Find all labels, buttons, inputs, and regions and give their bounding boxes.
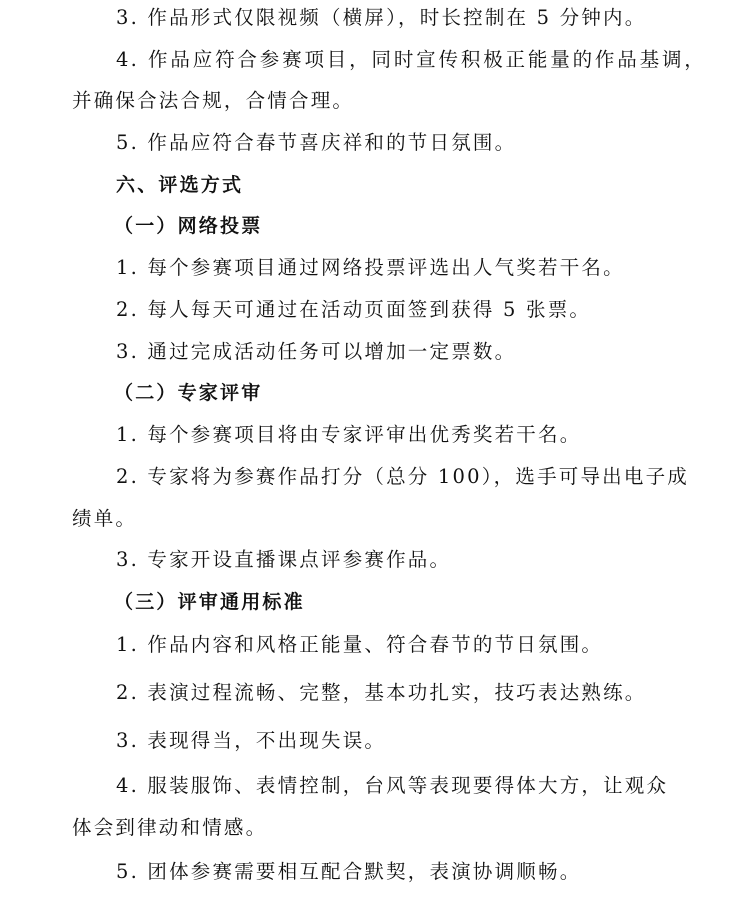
- rule-item-4-text: 4. 作品应符合参赛项目，同时宣传积极正能量的作品基调，: [116, 48, 706, 71]
- expert-item-2-line-2: 绩单。: [72, 507, 138, 530]
- section-heading: 六、评选方式: [116, 174, 244, 196]
- expert-item-2-text: 2. 专家将为参赛作品打分（总分 100），选手可导出电子成: [116, 465, 689, 488]
- rule-item-5: 5. 作品应符合春节喜庆祥和的节日氛围。: [116, 131, 517, 154]
- criteria-item-4-line-1: [116, 773, 669, 799]
- subsection-heading-online-vote: （一）网络投票: [114, 215, 263, 237]
- subsection-heading-expert-review: （二）专家评审: [114, 382, 263, 404]
- criteria-item-4-line-2: 体会到律动和情感。: [72, 816, 268, 839]
- criteria-item-5: 5. 团体参赛需要相互配合默契，表演协调顺畅。: [116, 860, 582, 883]
- expert-item-1: 1. 每个参赛项目将由专家评审出优秀奖若干名。: [116, 423, 582, 446]
- rule-item-3: 3. 作品形式仅限视频（横屏），时长控制在 5 分钟内。: [116, 6, 647, 29]
- vote-item-1: 1. 每个参赛项目通过网络投票评选出人气奖若干名。: [116, 256, 625, 279]
- expert-item-3: 3. 专家开设直播课点评参赛作品。: [116, 548, 452, 571]
- criteria-item-2: 2. 表演过程流畅、完整，基本功扎实，技巧表达熟练。: [116, 681, 647, 704]
- expert-item-2-line-1: [116, 464, 689, 490]
- vote-item-3: 3. 通过完成活动任务可以增加一定票数。: [116, 340, 517, 363]
- rule-item-4-line-2: 并确保合法合规，合情合理。: [72, 89, 355, 112]
- criteria-item-4-text: 4. 服装服饰、表情控制，台风等表现要得体大方，让观众: [116, 774, 669, 797]
- subsection-heading-criteria: （三）评审通用标准: [114, 591, 305, 613]
- criteria-item-1: 1. 作品内容和风格正能量、符合春节的节日氛围。: [116, 633, 604, 656]
- vote-item-2: 2. 每人每天可通过在活动页面签到获得 5 张票。: [116, 298, 592, 321]
- rule-item-4-line-1: [116, 47, 706, 73]
- criteria-item-3: 3. 表现得当，不出现失误。: [116, 729, 387, 752]
